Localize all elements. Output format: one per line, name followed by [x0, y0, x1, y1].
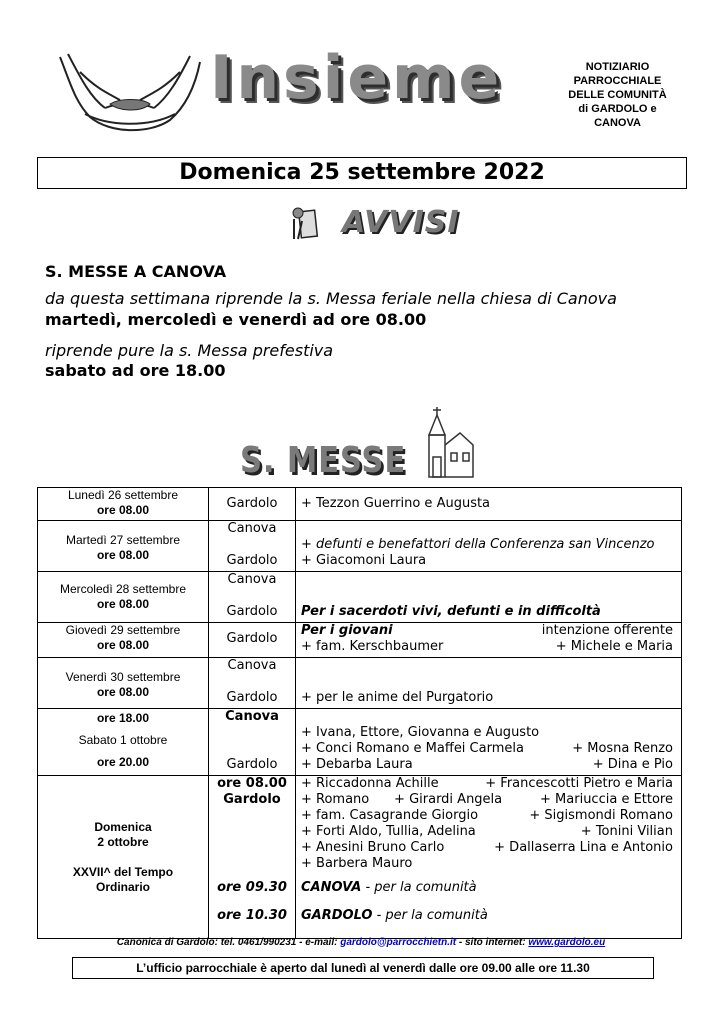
bulletin-line: PARROCCHIALE [573, 75, 662, 87]
time-label: ore 18.00 [96, 711, 150, 725]
office-hours-box: L’ufficio parrocchiale è aperto dal lunedì al venerdì dalle ore 09.00 alle ore 11.30 [72, 957, 654, 979]
place-label: Canova [227, 572, 277, 587]
table-row [38, 572, 682, 623]
intention-right: + Michele e Maria [555, 639, 673, 654]
spacer [209, 824, 295, 840]
footer-text: Canonica di Gardolo: tel. 0461/990231 - e-mail: [116, 937, 341, 948]
notice-heading: S. MESSE A CANOVA [45, 262, 227, 281]
place-label: Canova [227, 521, 277, 536]
table-row [38, 658, 682, 709]
table-row [38, 488, 682, 521]
spacer [209, 725, 295, 741]
intention: + Ivana, Ettore, Giovanna e Augusto [301, 725, 540, 740]
day-label: Mercoledì 28 settembre [59, 582, 187, 596]
day-label: Giovedì 29 settembre [65, 623, 181, 637]
intention: + Debarba Laura [301, 757, 413, 772]
footer-text: - sito internet: [456, 937, 529, 948]
time-label: ore 08.00 [96, 597, 150, 611]
time-label: ore 10.30 [217, 908, 287, 923]
intention: + per le anime del Purgatorio [301, 690, 494, 705]
intention: + defunti e benefattori della Conferenza san Vincenzo [301, 537, 655, 552]
day-label: Sabato 1 ottobre [78, 733, 168, 747]
spacer [296, 588, 681, 604]
intention: + fam. Kerschbaumer [301, 639, 444, 654]
intention: + Tezzon Guerrino e Augusta [301, 496, 491, 511]
intention: + Anesini Bruno Carlo [301, 840, 445, 855]
church-icon [415, 405, 475, 485]
time-label: ore 08.00 [96, 638, 150, 652]
time-label: ore 09.30 [217, 880, 287, 895]
intention: + Barbera Mauro [301, 856, 413, 871]
intention: + Riccadonna Achille [301, 776, 439, 791]
notice-line: da questa settimana riprende la s. Messa feriale nella chiesa di Canova [45, 289, 617, 308]
day-label: Ordinario [95, 880, 150, 894]
spacer [209, 808, 295, 824]
intention: Per i sacerdoti vivi, defunti e in difficoltà [301, 604, 601, 619]
spacer [209, 674, 295, 690]
spacer [296, 658, 681, 674]
table-row [38, 623, 682, 658]
day-label: Domenica [94, 820, 152, 834]
mass-community-text: - per la comunità [361, 880, 477, 895]
spacer [296, 521, 681, 537]
notice-line: sabato ad ore 18.00 [45, 361, 226, 380]
intention: + Conci Romano e Maffei Carmela [301, 741, 524, 756]
place-label: Canova [227, 658, 277, 673]
place-label: Canova [225, 709, 279, 724]
intention: + Giacomoni Laura [301, 553, 427, 568]
intention: Per i giovani [301, 623, 393, 638]
spacer [209, 588, 295, 604]
bulletin-line: DELLE COMUNITÀ [568, 89, 667, 101]
spacer [209, 840, 295, 856]
day-label: 2 ottobre [97, 835, 149, 849]
place-label: Gardolo [226, 757, 278, 772]
mass-community-label: GARDOLO [301, 908, 373, 923]
intention-right: + Sigismondi Romano [529, 808, 673, 823]
mass-community-label: CANOVA [301, 880, 362, 895]
day-label: Martedì 27 settembre [65, 533, 181, 547]
intention-right: intenzione offerente [541, 623, 673, 638]
spacer [209, 741, 295, 757]
mass-schedule-table [37, 487, 682, 939]
intention-right: + Mariuccia e Ettore [540, 792, 673, 807]
spacer [209, 856, 295, 872]
place-label: Gardolo [223, 792, 281, 807]
time-label: ore 20.00 [96, 755, 150, 769]
time-label: ore 08.00 [217, 776, 287, 791]
bulletin-line: CANOVA [594, 117, 641, 129]
intention-right: + Mosna Renzo [572, 741, 673, 756]
place-label: Gardolo [226, 496, 278, 511]
day-label: Venerdì 30 settembre [65, 670, 181, 684]
bulletin-line: NOTIZIARIO [585, 61, 650, 73]
intention-right: + Francescotti Pietro e Maria [485, 776, 673, 791]
spacer [209, 537, 295, 553]
date-title: Domenica 25 settembre 2022 [37, 157, 687, 189]
day-label: Lunedì 26 settembre [67, 488, 179, 502]
notice-line: martedì, mercoledì e venerdì ad ore 08.00 [45, 310, 427, 329]
messe-title: S. MESSE [240, 440, 407, 481]
intention: + Forti Aldo, Tullia, Adelina [301, 824, 476, 839]
intention: + Romano + Girardi Angela [301, 792, 503, 807]
praying-hands-logo [50, 42, 210, 142]
website-link[interactable]: www.gardolo.eu [528, 937, 606, 948]
place-label: Gardolo [226, 604, 278, 619]
intention-right: + Dallaserra Lina e Antonio [494, 840, 673, 855]
table-row [38, 709, 682, 776]
contact-footer [37, 937, 685, 948]
table-row [38, 776, 682, 939]
time-label: ore 08.00 [96, 685, 150, 699]
intention: + fam. Casagrande Giorgio [301, 808, 479, 823]
table-row [38, 521, 682, 572]
notice-line: riprende pure la s. Messa prefestiva [45, 341, 334, 360]
place-label: Gardolo [226, 631, 278, 646]
email-link[interactable]: gardolo@parrocchietn.it [340, 937, 457, 948]
intention-right: + Dina e Pio [592, 757, 673, 772]
masthead-title: Insieme [210, 43, 504, 113]
person-reading-icon [290, 205, 320, 243]
time-label: ore 08.00 [96, 503, 150, 517]
spacer [296, 709, 681, 725]
bulletin-line: di GARDOLO e [578, 103, 657, 115]
place-label: Gardolo [226, 553, 278, 568]
intention-right: + Tonini Vilian [580, 824, 673, 839]
spacer [296, 674, 681, 690]
time-label: ore 08.00 [96, 548, 150, 562]
mass-community-text: - per la comunità [372, 908, 488, 923]
spacer [296, 572, 681, 588]
place-label: Gardolo [226, 690, 278, 705]
avvisi-title: AVVISI [342, 205, 460, 240]
bulletin-subtitle [555, 60, 680, 130]
day-label: XXVII^ del Tempo [72, 865, 174, 879]
